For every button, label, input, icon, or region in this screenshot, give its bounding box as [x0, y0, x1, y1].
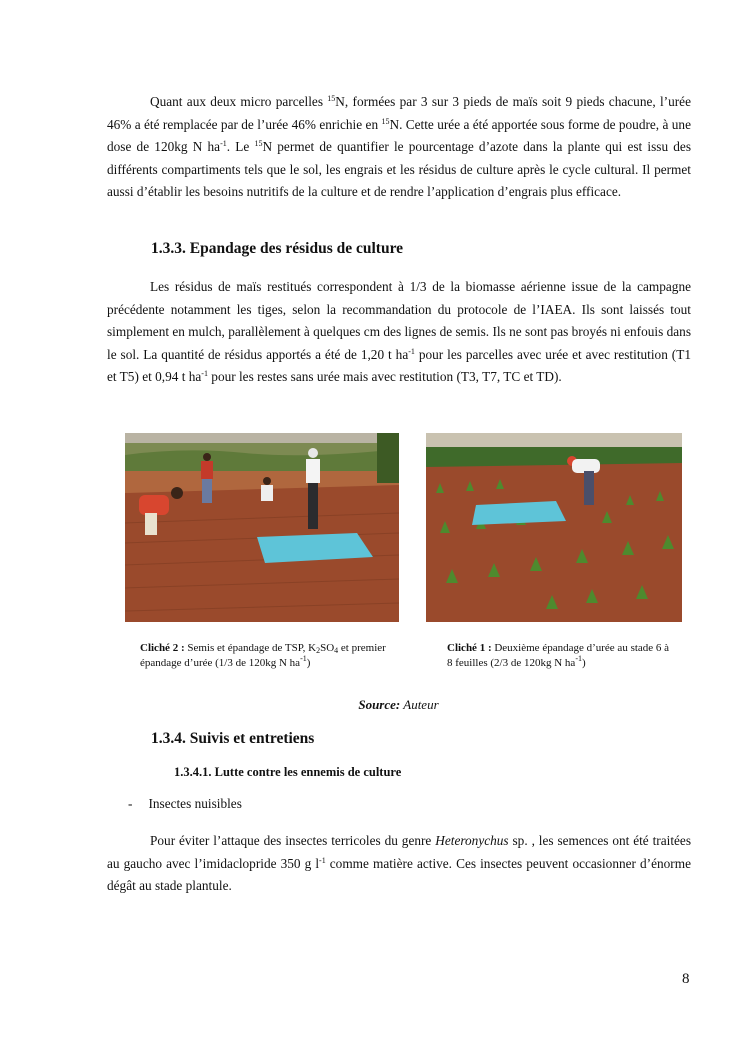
paragraph-15n-microplots: Quant aux deux micro parcelles $^{15}$N, formées par 3 sur 3 pieds de maïs soit 9 pieds chacune, l’urée 46% a été remplacée par de l’urée 46% enrichie en $^{15}$N. Cette urée a été apportée sous forme de poudre, à une dose de 120kg N $ha^{-1}$. Le $^{15}$N permet de quantifier le pourcentage d’azote dans la plante qui est issu des différents compartiments tels que le sol, les engrais et les résidus de culture après le cycle cultural. Il permet aussi d’établir les besoins nutritifs de la culture et de rendre l’application d’engrais plus efficace.	[107, 94, 692, 200]
photo-sowing-tsp-urea	[125, 433, 399, 622]
figure-source: Source: Auteur	[358, 697, 439, 712]
caption-cliche-1: Cliché 1 : Deuxième épandage d’urée au stade 6 à 8 feuilles (2/3 de 120kg N $ha^{-1}$)	[447, 642, 670, 669]
section-heading-1-3-4: 1.3.4. Suivis et entretiens	[151, 730, 315, 747]
subsection-heading-1-3-4-1: 1.3.4.1. Lutte contre les ennemis de culture	[174, 765, 402, 779]
person-figure-2	[306, 448, 320, 529]
bullet-item: - Insectes nuisibles	[128, 796, 242, 811]
paragraph-insect-control: Pour éviter l’attaque des insectes terricoles du genre Heteronychus sp. , les semences ont été traitées au gaucho avec l’imidaclopride 350 g $l^{-1}$ comme matière active. Ces insectes peuvent occasionner d’énorme dégât au stade plantule.	[107, 833, 692, 894]
caption-cliche-2: Cliché 2 : Semis et épandage de TSP, $K_2SO_4$ et premier épandage d’urée (1/3 de 120kg N $ha^{-1}$)	[140, 642, 386, 669]
section-heading-1-3-3: 1.3.3. Epandage des résidus de culture	[151, 240, 404, 257]
page-number: 8	[682, 971, 690, 987]
paragraph-crop-residues: Les résidus de maïs restitués correspondent à 1/3 de la biomasse aérienne issue de la campagne précédente notamment les tiges, selon la recommandation du protocole de l’IAEA. Ils sont laissés tout simplement en mulch, parallèlement à quelques cm des lignes de semis. Ils ne sont pas broyés ni enfouis dans le sol. La quantité de résidus apportés a été de 1,20 t $ha^{-1}$ pour les parcelles avec urée et avec restitution (T1 et T5) et 0,94 t $ha^{-1}$ pour les restes sans urée mais avec restitution (T3, T7, TC et TD).	[107, 279, 691, 385]
photo-second-urea-application	[426, 433, 682, 622]
